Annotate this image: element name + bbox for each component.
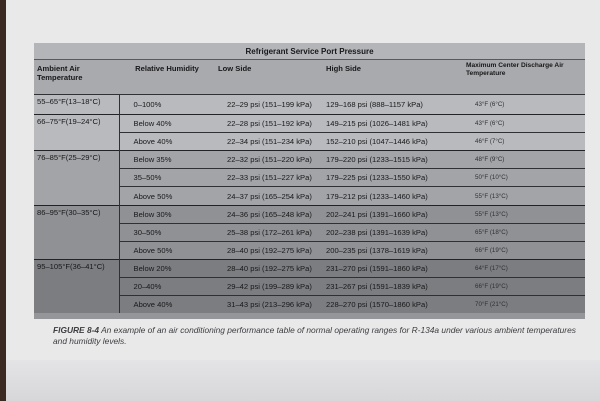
- high-side-cell: 200–235 psi (1378–1619 kPa): [323, 241, 463, 259]
- high-side-cell: 202–238 psi (1391–1639 kPa): [323, 223, 463, 241]
- low-side-cell: 31–43 psi (213–296 kPa): [215, 296, 323, 314]
- figure-label: FIGURE 8-4: [53, 325, 100, 335]
- low-side-cell: 29–42 psi (199–289 kPa): [215, 277, 323, 295]
- high-side-cell: 179–220 psi (1233–1515 kPa): [323, 151, 463, 169]
- high-side-cell: 179–225 psi (1233–1550 kPa): [323, 169, 463, 187]
- header-ambient: Ambient Air Temperature: [34, 60, 119, 95]
- table-title-row: [34, 43, 585, 60]
- high-side-cell: 202–241 psi (1391–1660 kPa): [323, 205, 463, 223]
- humidity-cell: 20–40%: [119, 277, 215, 295]
- humidity-cell: Below 40%: [119, 115, 215, 133]
- max-temp-cell: 50°F (10°C): [463, 169, 585, 187]
- high-side-cell: 231–270 psi (1591–1860 kPa): [323, 259, 463, 277]
- table-row: [34, 151, 585, 169]
- humidity-cell: Above 50%: [119, 187, 215, 205]
- header-high-side: High Side: [323, 60, 463, 95]
- book-page: [6, 0, 600, 401]
- high-side-cell: 228–270 psi (1570–1860 kPa): [323, 296, 463, 314]
- humidity-cell: Above 50%: [119, 241, 215, 259]
- low-side-cell: 25–38 psi (172–261 kPa): [215, 223, 323, 241]
- max-temp-cell: 55°F (13°C): [463, 205, 585, 223]
- table-row: [34, 115, 585, 133]
- low-side-cell: 22–29 psi (151–199 kPa): [215, 95, 323, 115]
- max-temp-cell: 46°F (7°C): [463, 133, 585, 151]
- humidity-cell: Below 35%: [119, 151, 215, 169]
- max-temp-cell: 64°F (17°C): [463, 259, 585, 277]
- humidity-cell: Above 40%: [119, 296, 215, 314]
- low-side-cell: 28–40 psi (192–275 kPa): [215, 241, 323, 259]
- table-title: Refrigerant Service Port Pressure: [34, 43, 585, 60]
- low-side-cell: 22–33 psi (151–227 kPa): [215, 169, 323, 187]
- low-side-cell: 22–28 psi (151–192 kPa): [215, 115, 323, 133]
- max-temp-cell: 55°F (13°C): [463, 187, 585, 205]
- humidity-cell: 35–50%: [119, 169, 215, 187]
- ambient-temp-cell: 55–65°F(13–18°C): [34, 95, 119, 115]
- ambient-temp-cell: 66–75°F(19–24°C): [34, 115, 119, 151]
- ambient-temp-cell: 86–95°F(30–35°C): [34, 205, 119, 259]
- high-side-cell: 231–267 psi (1591–1839 kPa): [323, 277, 463, 295]
- table-row: [34, 95, 585, 115]
- low-side-cell: 22–32 psi (151–220 kPa): [215, 151, 323, 169]
- high-side-cell: 129–168 psi (888–1157 kPa): [323, 95, 463, 115]
- column-header-row: [34, 60, 585, 95]
- pressure-table: [34, 43, 585, 313]
- high-side-cell: 152–210 psi (1047–1446 kPa): [323, 133, 463, 151]
- figure-caption: [53, 325, 583, 347]
- caption-text: An example of an air conditioning performance table of normal operating ranges for R-134a under various ambient temperatures and humidity levels.: [53, 325, 576, 346]
- max-temp-cell: 65°F (18°C): [463, 223, 585, 241]
- header-low-side: Low Side: [215, 60, 323, 95]
- table-body: [34, 95, 585, 314]
- max-temp-cell: 66°F (19°C): [463, 277, 585, 295]
- max-temp-cell: 70°F (21°C): [463, 296, 585, 314]
- pressure-table-panel: [34, 43, 585, 319]
- low-side-cell: 24–37 psi (165–254 kPa): [215, 187, 323, 205]
- humidity-cell: Above 40%: [119, 133, 215, 151]
- header-humidity: Relative Humidity: [119, 60, 215, 95]
- low-side-cell: 22–34 psi (151–234 kPa): [215, 133, 323, 151]
- table-row: [34, 259, 585, 277]
- humidity-cell: Below 20%: [119, 259, 215, 277]
- page-fold: [6, 360, 600, 401]
- humidity-cell: 0–100%: [119, 95, 215, 115]
- high-side-cell: 149–215 psi (1026–1481 kPa): [323, 115, 463, 133]
- max-temp-cell: 43°F (6°C): [463, 95, 585, 115]
- ambient-temp-cell: 95–105°F(36–41°C): [34, 259, 119, 313]
- max-temp-cell: 66°F (19°C): [463, 241, 585, 259]
- humidity-cell: 30–50%: [119, 223, 215, 241]
- high-side-cell: 179–212 psi (1233–1460 kPa): [323, 187, 463, 205]
- max-temp-cell: 48°F (9°C): [463, 151, 585, 169]
- header-max-discharge: Maximum Center Discharge Air Temperature: [463, 60, 585, 95]
- humidity-cell: Below 30%: [119, 205, 215, 223]
- ambient-temp-cell: 76–85°F(25–29°C): [34, 151, 119, 205]
- low-side-cell: 28–40 psi (192–275 kPa): [215, 259, 323, 277]
- low-side-cell: 24–36 psi (165–248 kPa): [215, 205, 323, 223]
- table-row: [34, 205, 585, 223]
- max-temp-cell: 43°F (6°C): [463, 115, 585, 133]
